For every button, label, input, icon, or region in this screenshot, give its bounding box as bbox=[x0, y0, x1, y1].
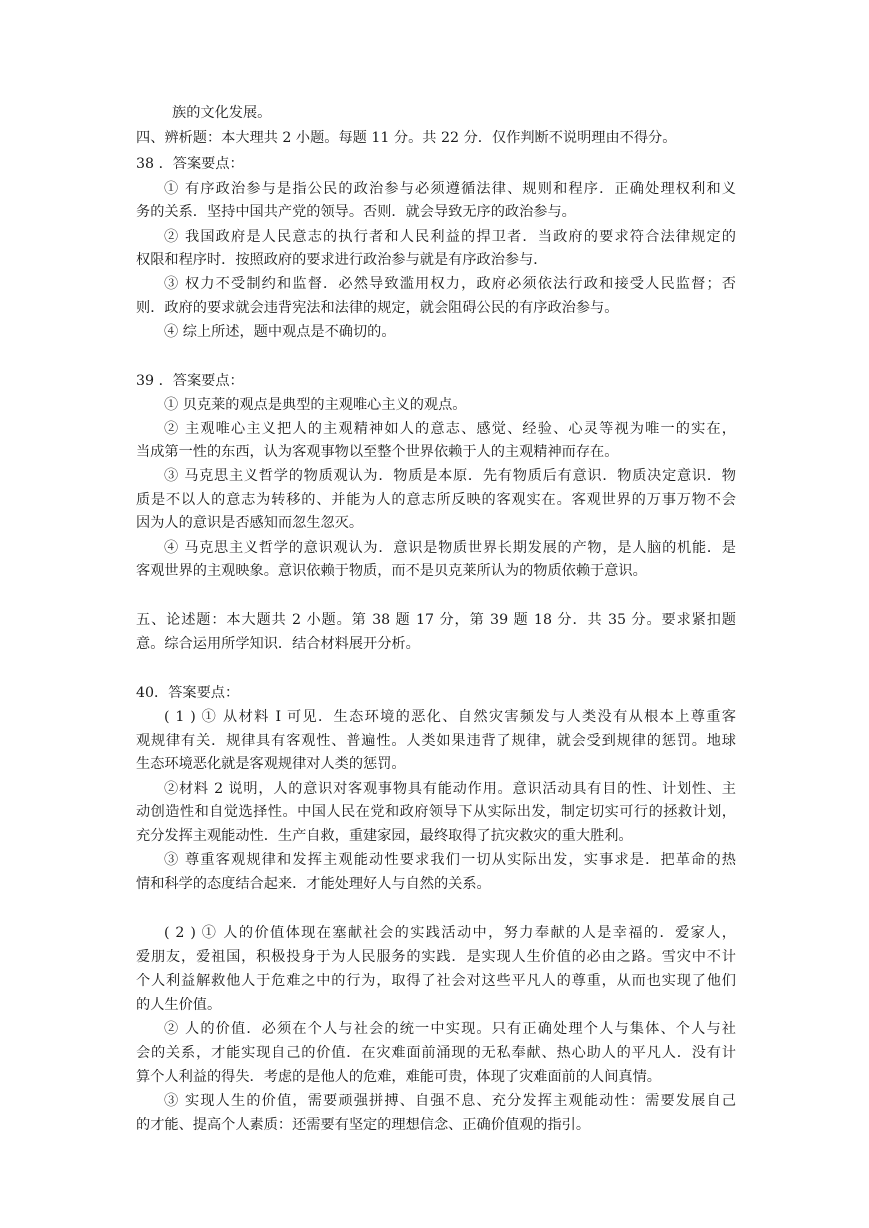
text-line: ③ 实现人生的价值，需要顽强拼搏、自强不息、充分发挥主观能动性：需要发展自己 bbox=[164, 1093, 736, 1109]
text-line: 会的关系，才能实现自己的价值．在灾难面前涌现的无私奉献、热心助人的平凡人．没有计 bbox=[136, 1045, 736, 1061]
text-line: ② 我国政府是人民意志的执行者和人民利益的捍卫者．当政府的要求符合法律规定的 bbox=[164, 229, 736, 245]
section-heading-bianxi: 四、辨析题：本大理共 2 小题。每题 11 分。共 22 分．仅作判断不说明理由不得分。 bbox=[136, 130, 677, 146]
text-line: 算个人利益的得失．考虑的是他人的危难，难能可贵，体现了灾难面前的人间真情。 bbox=[136, 1069, 661, 1085]
text-line: ① 有序政治参与是指公民的政治参与必须遵循法律、规则和程序．正确处理权利和义 bbox=[164, 181, 736, 197]
text-line: 个人利益解救他人于危难之中的行为，取得了社会对这些平凡人的尊重，从而也实现了他们 bbox=[136, 973, 736, 989]
text-line: ③ 权力不受制约和监督．必然导致滥用权力，政府必须依法行政和接受人民监督；否 bbox=[164, 276, 736, 292]
text-line: 因为人的意识是否感知而忽生忽灭。 bbox=[136, 515, 364, 531]
text-line: ④ 综上所述，题中观点是不确切的。 bbox=[164, 324, 396, 340]
text-line: 意。综合运用所学知识．结合材料展开分析。 bbox=[136, 636, 420, 652]
text-line: ③ 尊重客观规律和发挥主观能动性要求我们一切从实际出发，实事求是．把革命的热 bbox=[164, 852, 736, 868]
answer-heading-40: 40．答案要点： bbox=[136, 685, 240, 701]
section-heading-lunshu: 五、论述题：本大题共 2 小题。第 38 题 17 分，第 39 题 18 分．共 35 分。要求紧扣题 bbox=[136, 612, 736, 628]
text-line: ②材料 2 说明，人的意识对客观事物具有能动作用。意识活动具有目的性、计划性、主 bbox=[164, 781, 736, 797]
text-line: ③ 马克思主义哲学的物质观认为．物质是本原．先有物质后有意识．物质决定意识．物 bbox=[164, 468, 736, 484]
text-line: 质是不以人的意志为转移的、并能为人的意志所反映的客观实在。客观世界的万事万物不会 bbox=[136, 492, 736, 508]
text-line: 则．政府的要求就会违背宪法和法律的规定，就会阻碍公民的有序政治参与。 bbox=[136, 300, 619, 316]
text-line: 动创造性和自觉选择性。中国人民在党和政府领导下从实际出发，制定切实可行的拯救计划， bbox=[136, 804, 736, 820]
text-line: ④ 马克思主义哲学的意识观认为．意识是物质世界长期发展的产物，是人脑的机能．是 bbox=[164, 540, 736, 556]
text-line: 的才能、提高个人素质：还需要有坚定的理想信念、正确价值观的指引。 bbox=[136, 1117, 591, 1133]
text-line: ( 1 ) ① 从材料 I 可见．生态环境的恶化、自然灾害频发与人类没有从根本上尊重客 bbox=[164, 709, 736, 725]
answer-heading-38: 38 ．答案要点： bbox=[136, 156, 244, 172]
text-line: ② 主观唯心主义把人的主观精神如人的意志、感觉、经验、心灵等视为唯一的实在， bbox=[164, 421, 736, 437]
text-line: ( 2 ) ① 人的价值体现在塞献社会的实践活动中，努力奉献的人是幸福的．爱家人， bbox=[164, 925, 736, 941]
text-line: 情和科学的态度结合起来．才能处理好人与自然的关系。 bbox=[136, 876, 491, 892]
text-line: 爱朋友，爱祖国，积极投身于为人民服务的实践．是实现人生价值的必由之路。雪灾中不计 bbox=[136, 949, 736, 965]
answer-heading-39: 39 ．答案要点： bbox=[136, 373, 244, 389]
text-line: 的人生价值。 bbox=[136, 997, 222, 1013]
text-line: 务的关系．坚持中国共产党的领导。否则．就会导致无序的政治参与。 bbox=[136, 204, 576, 220]
text-line: 客观世界的主观映象。意识依赖于物质，而不是贝克莱所认为的物质依赖于意识。 bbox=[136, 563, 647, 579]
text-line: 权限和程序时．按照政府的要求进行政治参与就是有序政治参与． bbox=[136, 252, 548, 268]
text-line: 族的文化发展。 bbox=[172, 105, 272, 121]
text-line: 观规律有关．规律具有客观性、普遍性。人类如果违背了规律，就会受到规律的惩罚。地球 bbox=[136, 733, 736, 749]
text-line: 充分发挥主观能动性．生产自救，重建家园，最终取得了抗灾救灾的重大胜利。 bbox=[136, 828, 633, 844]
text-line: 生态环境恶化就是客观规律对人类的惩罚。 bbox=[136, 756, 406, 772]
text-line: ② 人的价值．必须在个人与社会的统一中实现。只有正确处理个人与集体、个人与社 bbox=[164, 1021, 736, 1037]
text-line: ① 贝克莱的观点是典型的主观唯心主义的观点。 bbox=[164, 397, 467, 413]
text-line: 当成第一性的东西，认为客观事物以至整个世界依赖于人的主观精神而存在。 bbox=[136, 444, 619, 460]
